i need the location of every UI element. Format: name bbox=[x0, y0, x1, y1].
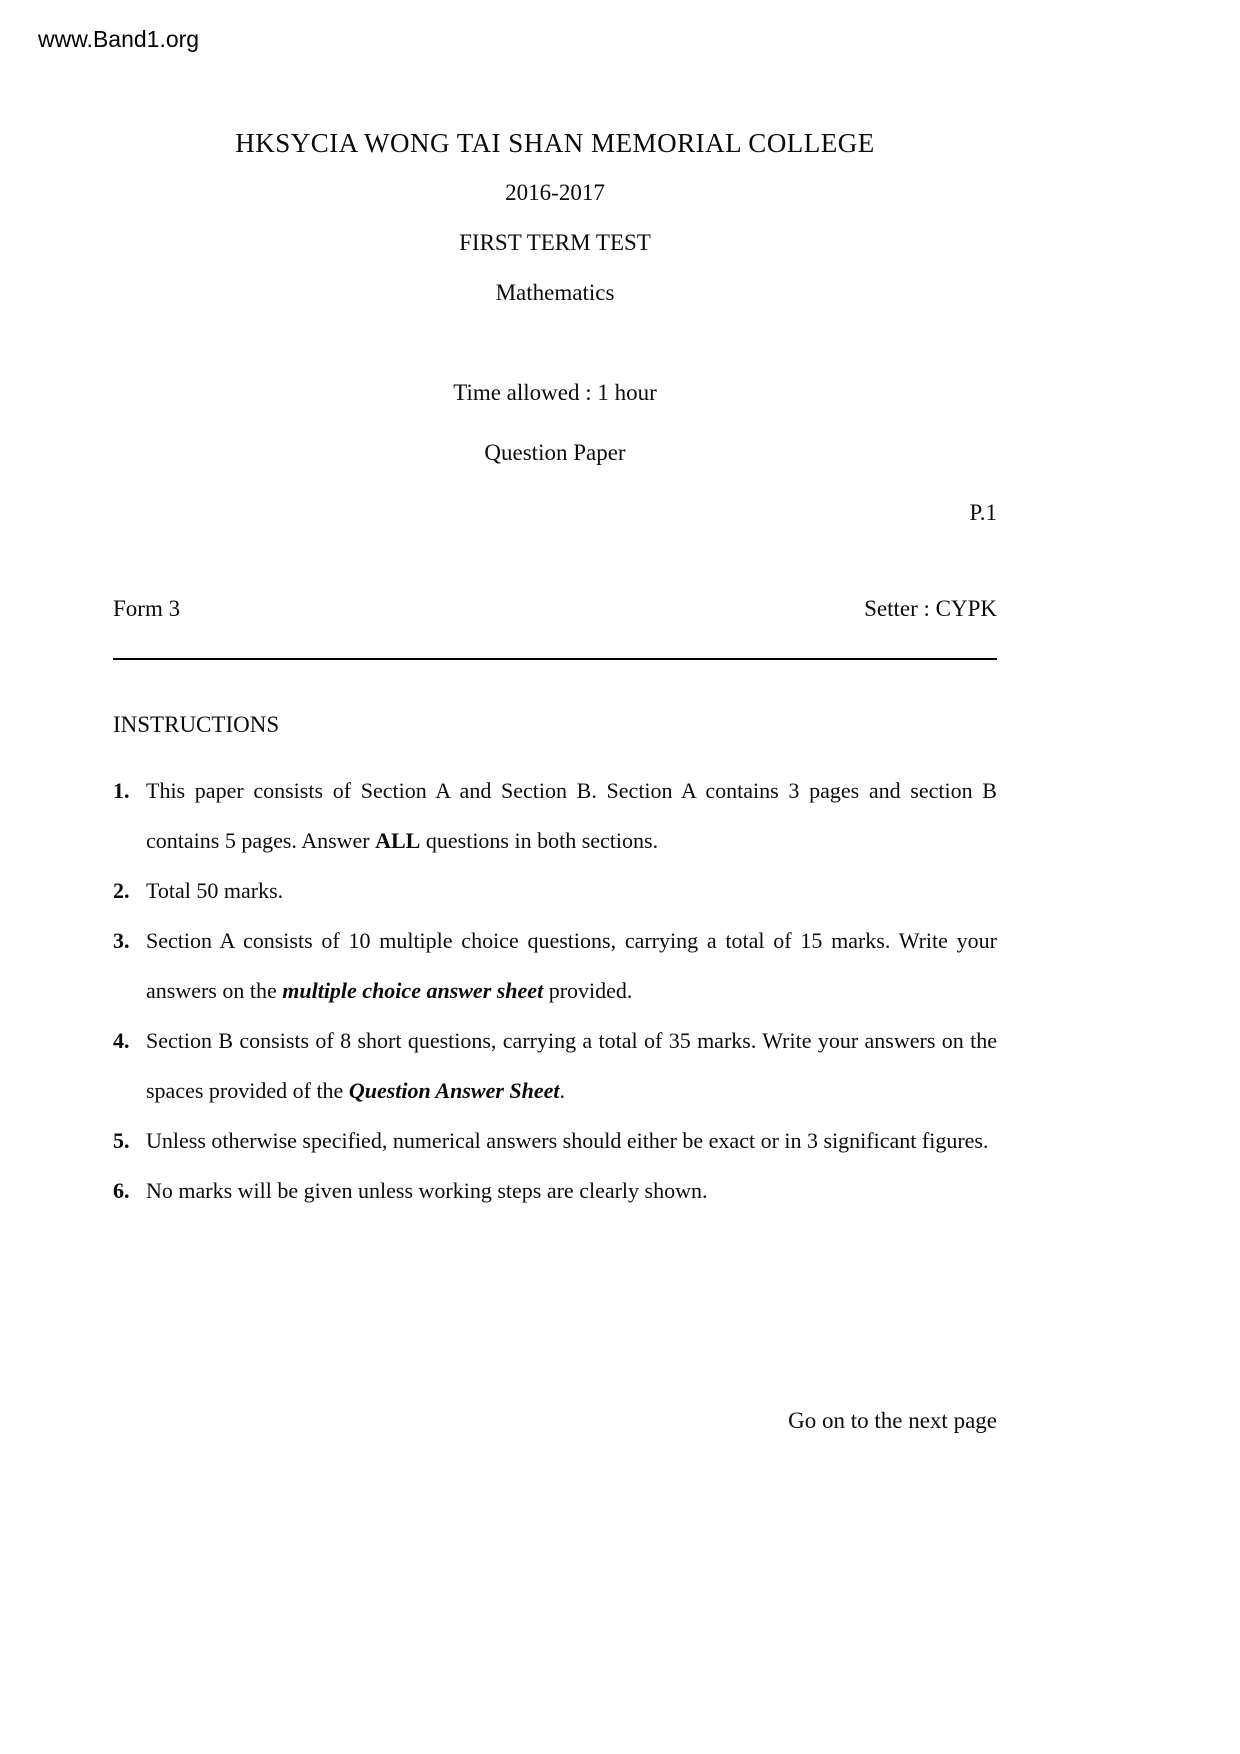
spacer bbox=[113, 318, 997, 368]
page-number: P.1 bbox=[969, 500, 997, 525]
form-label: Form 3 bbox=[113, 596, 181, 621]
item-text bbox=[146, 916, 997, 1016]
item-text bbox=[146, 766, 997, 866]
instruction-item-2 bbox=[113, 866, 997, 916]
instructions-list bbox=[113, 766, 997, 1216]
text-segment: Unless otherwise specified, numerical answers should either be exact or in 3 significant figures. bbox=[146, 1128, 989, 1153]
text-segment: Section B consists of 8 short questions, carrying a total of 35 marks. Write your answers on the spaces provided of the bbox=[146, 1028, 997, 1103]
item-text bbox=[146, 1016, 997, 1116]
site-watermark: www.Band1.org bbox=[38, 26, 200, 52]
instructions-title: INSTRUCTIONS bbox=[113, 712, 280, 737]
school-year: 2016-2017 bbox=[505, 180, 605, 205]
item-text bbox=[146, 866, 997, 916]
text-segment-bold: ALL bbox=[375, 828, 421, 853]
item-number: 4. bbox=[113, 1028, 130, 1053]
subject-name: Mathematics bbox=[495, 280, 615, 305]
item-number: 1. bbox=[113, 778, 130, 803]
document-page bbox=[113, 0, 997, 1216]
instruction-item-3 bbox=[113, 916, 997, 1016]
instruction-item-6 bbox=[113, 1166, 997, 1216]
item-number: 5. bbox=[113, 1128, 130, 1153]
instruction-item-1 bbox=[113, 766, 997, 866]
text-segment-bold-italic: multiple choice answer sheet bbox=[282, 978, 544, 1003]
text-segment: . bbox=[559, 1078, 566, 1103]
paper-type: Question Paper bbox=[484, 440, 626, 465]
divider-line bbox=[113, 658, 997, 660]
exam-title: FIRST TERM TEST bbox=[459, 230, 651, 255]
exam-header bbox=[113, 118, 997, 478]
text-segment: No marks will be given unless working steps are clearly shown. bbox=[146, 1178, 708, 1203]
text-segment: This paper consists of Section A and Section B. Section A contains 3 pages and section B contains 5 pages. Answer bbox=[146, 778, 997, 853]
text-segment: Total 50 marks. bbox=[146, 878, 284, 903]
text-segment: provided. bbox=[543, 978, 633, 1003]
item-number: 6. bbox=[113, 1178, 130, 1203]
text-segment: questions in both sections. bbox=[420, 828, 659, 853]
text-segment: Section A consists of 10 multiple choice questions, carrying a total of 15 marks. Write your answers on the bbox=[146, 928, 997, 1003]
text-segment-bold-italic: Question Answer Sheet bbox=[348, 1078, 560, 1103]
instruction-item-5 bbox=[113, 1116, 997, 1166]
time-allowed: Time allowed : 1 hour bbox=[453, 380, 657, 405]
instruction-item-4 bbox=[113, 1016, 997, 1116]
form-setter-row bbox=[113, 596, 997, 622]
item-text bbox=[146, 1166, 997, 1216]
spacer bbox=[113, 418, 997, 428]
school-name: HKSYCIA WONG TAI SHAN MEMORIAL COLLEGE bbox=[235, 128, 875, 158]
footer-next-page-note: Go on to the next page bbox=[788, 1408, 997, 1433]
setter-label: Setter : CYPK bbox=[864, 596, 997, 621]
item-number: 2. bbox=[113, 878, 130, 903]
item-text bbox=[146, 1116, 997, 1166]
item-number: 3. bbox=[113, 928, 130, 953]
